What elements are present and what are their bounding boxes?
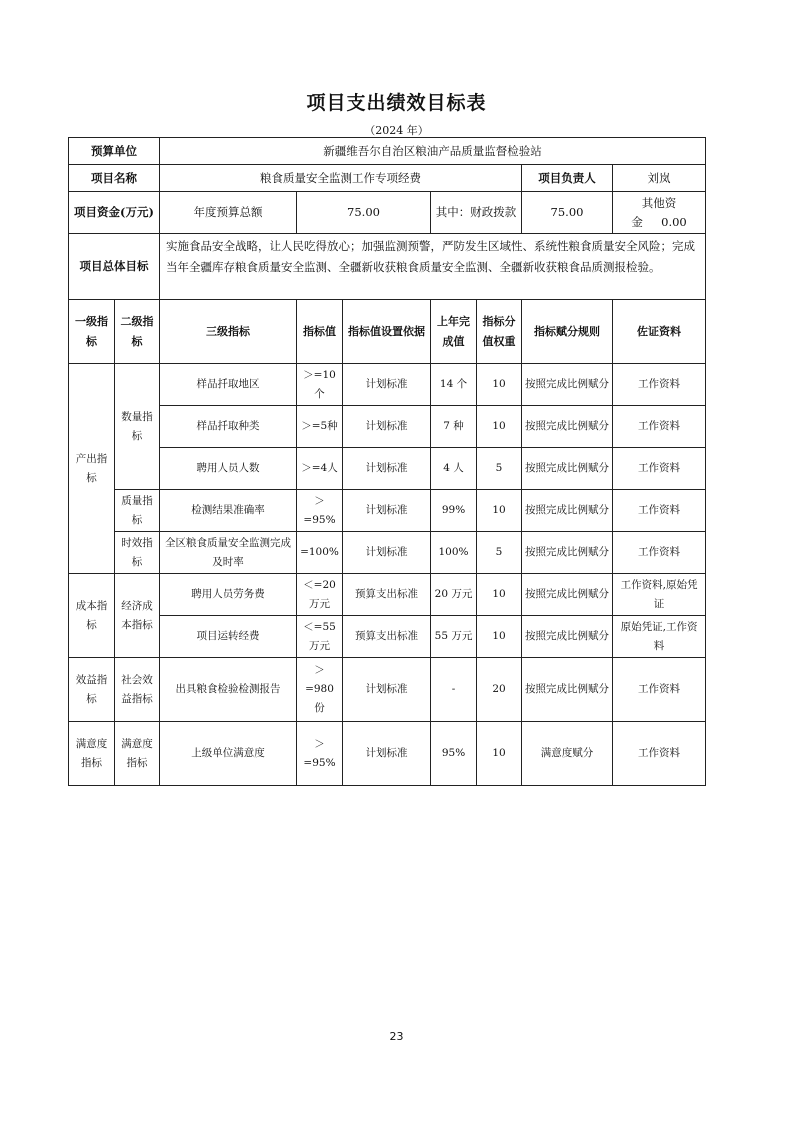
budget-unit-value: 新疆维吾尔自治区粮油产品质量监督检验站 <box>160 138 706 165</box>
header-evidence: 佐证资料 <box>613 300 706 364</box>
indicator-value: ＞=980份 <box>297 658 343 722</box>
indicator-value: ＞=95% <box>297 722 343 786</box>
page-title: 项目支出绩效目标表 <box>306 92 487 114</box>
indicator-rule: 按照完成比例赋分 <box>522 616 613 658</box>
indicator-weight: 10 <box>477 574 522 616</box>
indicator-value: =100% <box>297 532 343 574</box>
indicator-weight: 10 <box>477 490 522 532</box>
indicator-evidence: 工作资料 <box>613 658 706 722</box>
header-level3: 三级指标 <box>160 300 297 364</box>
indicator-rule: 满意度赋分 <box>522 722 613 786</box>
indicator-basis: 计划标准 <box>343 722 431 786</box>
indicator-value: ＞=10个 <box>297 364 343 406</box>
indicator-weight: 10 <box>477 406 522 448</box>
budget-unit-label: 预算单位 <box>69 138 160 165</box>
header-level2: 二级指标 <box>115 300 160 364</box>
header-level1: 一级指标 <box>69 300 115 364</box>
indicator-basis: 计划标准 <box>343 364 431 406</box>
fiscal-label: 其中：财政拨款 <box>431 192 522 234</box>
indicator-weight: 10 <box>477 722 522 786</box>
group-output: 产出指标 <box>69 364 115 574</box>
indicator-evidence: 工作资料 <box>613 532 706 574</box>
indicator-name: 上级单位满意度 <box>160 722 297 786</box>
indicator-weight: 20 <box>477 658 522 722</box>
table-row <box>69 490 706 532</box>
table-row <box>69 406 706 448</box>
group-quantity: 数量指标 <box>115 364 160 490</box>
group-benefit: 效益指标 <box>69 658 115 722</box>
indicator-name: 出具粮食检验检测报告 <box>160 658 297 722</box>
project-leader-label: 项目负责人 <box>522 165 613 192</box>
project-name-label: 项目名称 <box>69 165 160 192</box>
table-row <box>69 364 706 406</box>
indicator-rule: 按照完成比例赋分 <box>522 574 613 616</box>
indicator-name: 检测结果准确率 <box>160 490 297 532</box>
indicator-last-year: 20 万元 <box>431 574 477 616</box>
header-rule: 指标赋分规则 <box>522 300 613 364</box>
annual-budget-value: 75.00 <box>297 192 431 234</box>
table-row <box>69 616 706 658</box>
header-weight: 指标分值权重 <box>477 300 522 364</box>
indicator-value: ＜=55万元 <box>297 616 343 658</box>
project-leader-value: 刘岚 <box>613 165 706 192</box>
indicator-evidence: 工作资料 <box>613 490 706 532</box>
indicator-evidence: 工作资料,原始凭证 <box>613 574 706 616</box>
indicator-evidence: 原始凭证,工作资料 <box>613 616 706 658</box>
indicator-evidence: 工作资料 <box>613 364 706 406</box>
header-last-year: 上年完成值 <box>431 300 477 364</box>
indicator-evidence: 工作资料 <box>613 448 706 490</box>
indicator-basis: 预算支出标准 <box>343 574 431 616</box>
indicator-weight: 5 <box>477 448 522 490</box>
other-funds-value: 0.00 <box>661 214 687 229</box>
indicator-value: ＞=4人 <box>297 448 343 490</box>
indicator-weight: 5 <box>477 532 522 574</box>
group-cost: 成本指标 <box>69 574 115 658</box>
indicator-rule: 按照完成比例赋分 <box>522 490 613 532</box>
indicator-weight: 10 <box>477 364 522 406</box>
other-funds-value-cell <box>613 192 706 234</box>
indicator-name: 样品扦取种类 <box>160 406 297 448</box>
indicator-name: 项目运转经费 <box>160 616 297 658</box>
group-timeliness: 时效指标 <box>115 532 160 574</box>
other-funds-label: 其他资金 <box>631 195 677 229</box>
indicator-basis: 计划标准 <box>343 658 431 722</box>
goal-text: 实施食品安全战略，让人民吃得放心；加强监测预警，严防发生区域性、系统性粮食质量安全风险；完成当年全疆库存粮食质量安全监测、全疆新收获粮食质量安全监测、全疆新收获粮食品质测报检验。 <box>160 234 706 300</box>
performance-table <box>68 137 706 786</box>
indicator-rule: 按照完成比例赋分 <box>522 364 613 406</box>
group-satisfaction-sub: 满意度指标 <box>115 722 160 786</box>
indicator-rule: 按照完成比例赋分 <box>522 658 613 722</box>
group-quality: 质量指标 <box>115 490 160 532</box>
indicator-last-year: 95% <box>431 722 477 786</box>
indicator-last-year: - <box>431 658 477 722</box>
table-row <box>69 532 706 574</box>
indicator-value: ＞=95% <box>297 490 343 532</box>
table-row <box>69 448 706 490</box>
indicator-basis: 计划标准 <box>343 406 431 448</box>
indicator-last-year: 4 人 <box>431 448 477 490</box>
project-name-value: 粮食质量安全监测工作专项经费 <box>160 165 522 192</box>
indicator-name: 聘用人员劳务费 <box>160 574 297 616</box>
funds-label: 项目资金(万元) <box>69 192 160 234</box>
indicator-rule: 按照完成比例赋分 <box>522 406 613 448</box>
table-row <box>69 722 706 786</box>
year-label: （2024 年） <box>364 124 429 137</box>
indicator-basis: 计划标准 <box>343 490 431 532</box>
indicator-name: 样品扦取地区 <box>160 364 297 406</box>
page-number: 23 <box>389 1030 404 1043</box>
goal-label: 项目总体目标 <box>69 234 160 300</box>
indicator-evidence: 工作资料 <box>613 406 706 448</box>
table-row <box>69 574 706 616</box>
indicator-basis: 计划标准 <box>343 532 431 574</box>
header-basis: 指标值设置依据 <box>343 300 431 364</box>
indicator-last-year: 14 个 <box>431 364 477 406</box>
indicator-last-year: 99% <box>431 490 477 532</box>
indicator-weight: 10 <box>477 616 522 658</box>
indicator-evidence: 工作资料 <box>613 722 706 786</box>
indicator-value: ＜=20万元 <box>297 574 343 616</box>
header-value: 指标值 <box>297 300 343 364</box>
annual-budget-label: 年度预算总额 <box>160 192 297 234</box>
group-social-benefit: 社会效益指标 <box>115 658 160 722</box>
indicator-value: ＞=5种 <box>297 406 343 448</box>
indicator-name: 全区粮食质量安全监测完成及时率 <box>160 532 297 574</box>
group-satisfaction: 满意度指标 <box>69 722 115 786</box>
indicator-basis: 预算支出标准 <box>343 616 431 658</box>
indicator-last-year: 7 种 <box>431 406 477 448</box>
fiscal-value: 75.00 <box>522 192 613 234</box>
indicator-rule: 按照完成比例赋分 <box>522 448 613 490</box>
indicator-rule: 按照完成比例赋分 <box>522 532 613 574</box>
indicator-last-year: 55 万元 <box>431 616 477 658</box>
indicator-basis: 计划标准 <box>343 448 431 490</box>
group-econ-cost: 经济成本指标 <box>115 574 160 658</box>
indicator-name: 聘用人员人数 <box>160 448 297 490</box>
table-row <box>69 658 706 722</box>
indicator-last-year: 100% <box>431 532 477 574</box>
